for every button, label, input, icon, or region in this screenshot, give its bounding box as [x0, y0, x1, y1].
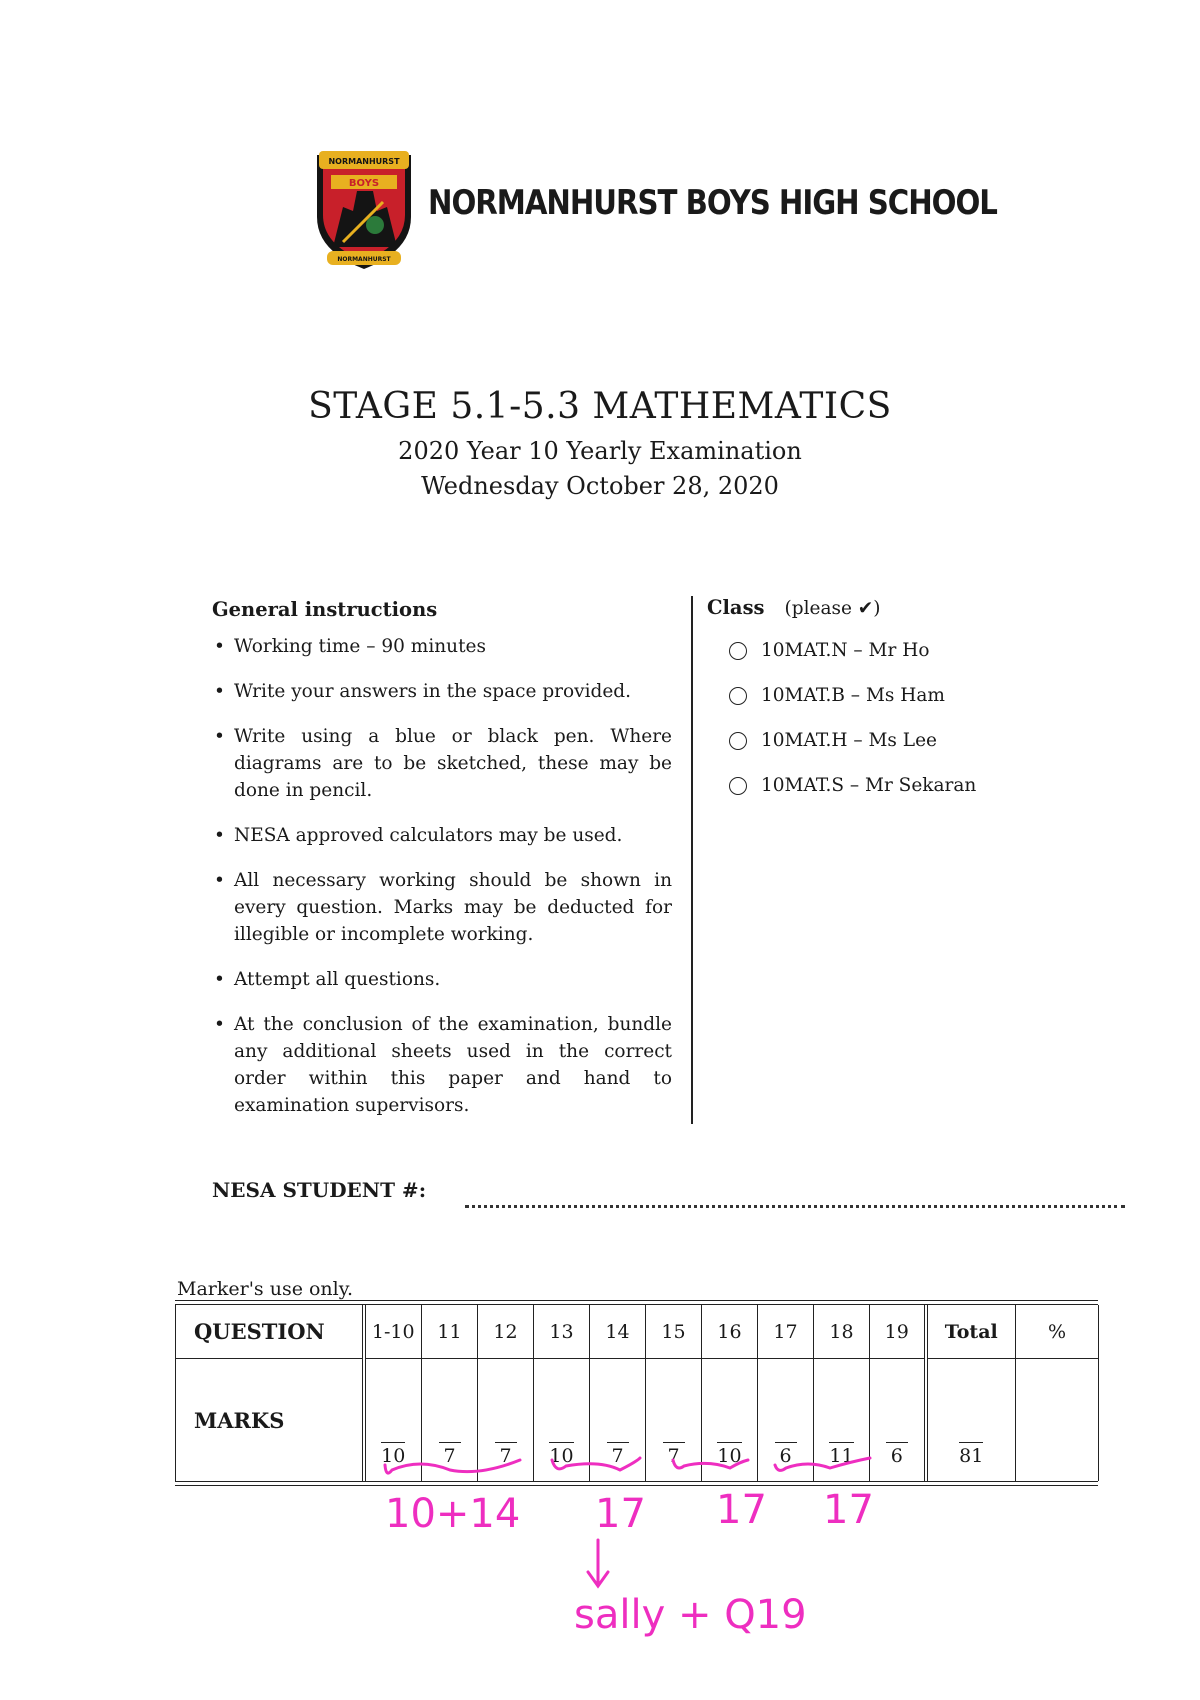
- question-number: 14: [590, 1305, 646, 1359]
- class-option-b[interactable]: 10MAT.B – Ms Ham: [707, 682, 1027, 709]
- handwritten-group-4: 17: [823, 1487, 874, 1533]
- crest-top-text: NORMANHURST: [328, 157, 400, 166]
- handwritten-bracket: [385, 1460, 520, 1473]
- marks-cell[interactable]: 6: [758, 1359, 814, 1482]
- handwritten-bracket: [775, 1458, 870, 1470]
- instruction-item: • NESA approved calculators may be used.: [212, 822, 672, 849]
- instruction-item: • Working time – 90 minutes: [212, 633, 672, 660]
- handwritten-group-1: 10+14: [385, 1491, 521, 1537]
- school-name: NORMANHURST BOYS HIGH SCHOOL: [428, 183, 997, 223]
- instruction-item: • Write using a blue or black pen. Where diagrams are to be sketched, these may be done in pencil.: [212, 723, 672, 804]
- bullet-icon: •: [214, 1014, 225, 1035]
- question-number: 12: [478, 1305, 534, 1359]
- handwritten-note: sally + Q19: [574, 1592, 807, 1638]
- bullet-icon: •: [214, 969, 225, 990]
- total-label: Total: [926, 1305, 1016, 1359]
- question-number: 16: [702, 1305, 758, 1359]
- crest-bottom-text: NORMANHURST: [337, 256, 391, 263]
- exam-subtitle: 2020 Year 10 Yearly Examination: [398, 437, 802, 465]
- handwritten-group-2: 17: [595, 1491, 646, 1537]
- marks-cell[interactable]: 10: [534, 1359, 590, 1482]
- instruction-item: • Attempt all questions.: [212, 966, 672, 993]
- marks-cell[interactable]: 6: [870, 1359, 926, 1482]
- exam-title: STAGE 5.1-5.3 MATHEMATICS: [308, 386, 892, 427]
- handwritten-bracket: [673, 1460, 748, 1468]
- question-number: 18: [814, 1305, 870, 1359]
- handwritten-down-arrow-icon: [588, 1540, 608, 1586]
- class-note: (please ✔): [784, 598, 881, 619]
- marks-cell[interactable]: 7: [646, 1359, 702, 1482]
- bullet-icon: •: [214, 825, 225, 846]
- question-label: QUESTION: [176, 1305, 364, 1359]
- bullet-icon: •: [214, 726, 225, 747]
- bullet-icon: •: [214, 870, 225, 891]
- question-number: 1-10: [364, 1305, 422, 1359]
- total-cell[interactable]: 81: [926, 1359, 1016, 1482]
- marker-note: Marker's use only.: [177, 1278, 353, 1300]
- handwritten-group-3: 17: [716, 1487, 767, 1533]
- percent-label: %: [1016, 1305, 1099, 1359]
- marks-cell[interactable]: 7: [478, 1359, 534, 1482]
- class-option-h[interactable]: 10MAT.H – Ms Lee: [707, 727, 1027, 754]
- class-heading: Class: [707, 596, 765, 619]
- class-option-s[interactable]: 10MAT.S – Mr Sekaran: [707, 772, 1027, 799]
- instruction-item: • Write your answers in the space provided.: [212, 678, 672, 705]
- marks-label: MARKS: [176, 1359, 364, 1482]
- nesa-student-label: NESA STUDENT #:: [212, 1178, 427, 1202]
- marks-cell[interactable]: 10: [364, 1359, 422, 1482]
- question-number: 19: [870, 1305, 926, 1359]
- marks-cell[interactable]: 11: [814, 1359, 870, 1482]
- question-number: 17: [758, 1305, 814, 1359]
- question-number: 11: [422, 1305, 478, 1359]
- bullet-icon: •: [214, 681, 225, 702]
- marks-cell[interactable]: 7: [590, 1359, 646, 1482]
- bullet-icon: •: [214, 636, 225, 657]
- class-option-n[interactable]: 10MAT.N – Mr Ho: [707, 637, 1027, 664]
- handwritten-bracket: [552, 1458, 640, 1470]
- marks-cell[interactable]: 10: [702, 1359, 758, 1482]
- instructions-heading: General instructions: [212, 598, 438, 621]
- marks-cell[interactable]: 7: [422, 1359, 478, 1482]
- question-number: 15: [646, 1305, 702, 1359]
- instruction-item: • All necessary working should be shown in every question. Marks may be deducted for illegible or incomplete working.: [212, 867, 672, 948]
- instruction-item: • At the conclusion of the examination, bundle any additional sheets used in the correct order within this paper and hand to examination supervisors.: [212, 1011, 672, 1119]
- crest-mid-text: BOYS: [348, 178, 380, 189]
- exam-date: Wednesday October 28, 2020: [421, 472, 779, 500]
- question-number: 13: [534, 1305, 590, 1359]
